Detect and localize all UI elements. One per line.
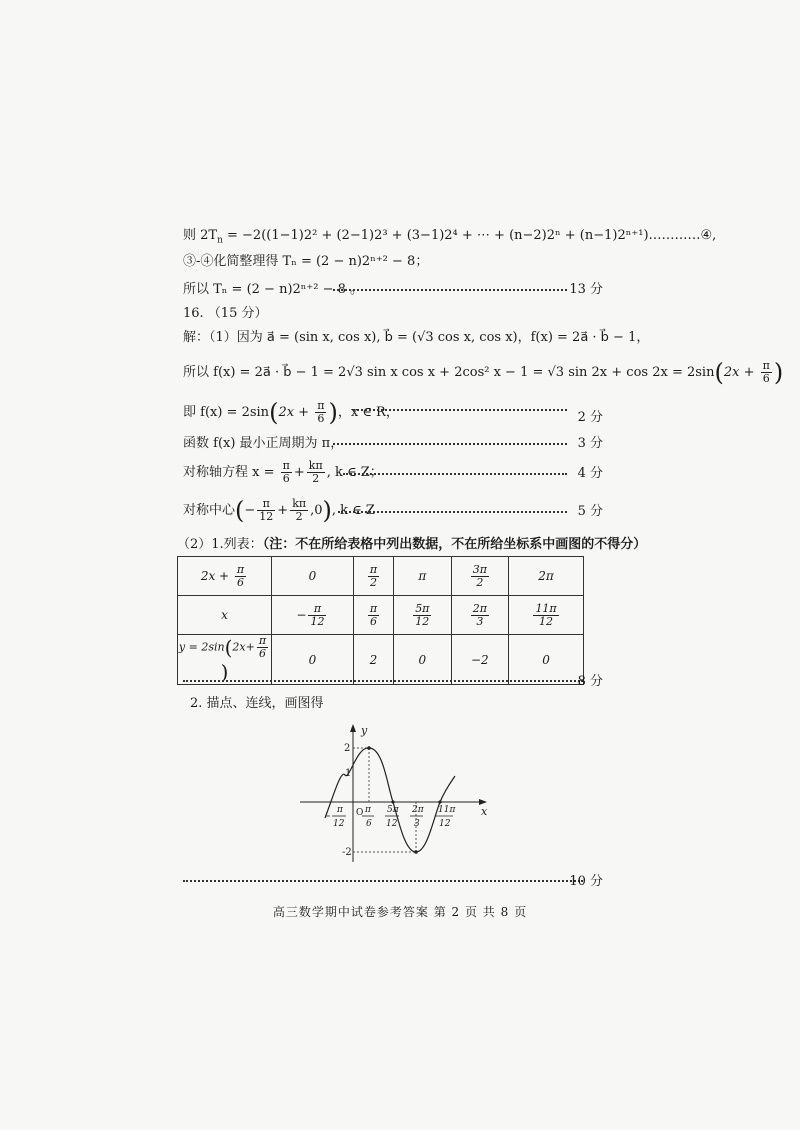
x-tick-labels — [332, 805, 456, 829]
x-tick-den: 12 — [386, 819, 398, 829]
table-cell: 0 — [394, 635, 452, 685]
table-cell: $\frac{\pi}{2}$ — [353, 557, 393, 596]
table-row — [178, 596, 584, 635]
y-axis-label: y — [361, 724, 368, 737]
leader-dots — [183, 880, 583, 882]
sine-curve — [325, 748, 455, 852]
table-row — [178, 557, 584, 596]
score-label: 2 分 — [577, 410, 603, 425]
x-tick-num: π — [337, 805, 343, 815]
solution-line-5: 对称轴方程 x = $\frac{\pi}{6}$ + $\frac{k\pi}{2}$ , k ∈ Z； 4 分 — [183, 459, 603, 485]
solution-line-1: 解：（1）因为 a⃗ = (sin x, cos x), b⃗ = (√3 cos x, cos x)，f(x) = 2a⃗ · b⃗ − 1， — [183, 330, 650, 345]
score-label: 10 分 — [569, 874, 603, 889]
fraction: $\frac{\pi}{6}$ — [282, 459, 290, 485]
table-cell: $\frac{3\pi}{2}$ — [451, 557, 509, 596]
x-tick-num: 2π — [412, 805, 424, 815]
table-cell: 2 — [353, 635, 393, 685]
score-label: 8 分 — [577, 674, 603, 689]
plot-point — [438, 800, 441, 803]
leader-dots — [343, 473, 567, 475]
origin-label: O — [356, 808, 364, 818]
table-row — [178, 635, 584, 685]
x-tick-den: 12 — [439, 819, 451, 829]
x-tick-num: π — [365, 805, 371, 815]
leader-dots — [183, 680, 583, 682]
table-cell: π — [394, 557, 452, 596]
table-cell: 2π — [509, 557, 584, 596]
score-label: 5 分 — [577, 504, 603, 519]
x-axis-label: x — [481, 805, 488, 818]
x-tick-num: 11π — [438, 805, 456, 815]
table-row-head: x — [178, 596, 272, 635]
y-tick-label: 2 — [344, 743, 351, 754]
table-cell: −2 — [451, 635, 509, 685]
table-cell: $\frac{11\pi}{12}$ — [509, 596, 584, 635]
plot-point — [367, 746, 371, 750]
y-axis-arrow — [350, 724, 356, 732]
leader-dots — [338, 511, 567, 513]
problem-heading: 16. （15 分） — [183, 306, 268, 321]
graph-instruction: 2. 描点、连线，画图得 — [190, 696, 324, 711]
table-row-head: y = 2sin(2x+ $\frac{\pi}{6}$ ) — [178, 635, 272, 685]
table-cell: $\frac{2\pi}{3}$ — [451, 596, 509, 635]
table-cell: $\frac{\pi}{6}$ — [353, 596, 393, 635]
plot-point — [414, 850, 418, 854]
value-table — [177, 556, 584, 685]
sine-graph — [295, 712, 495, 867]
x-tick-den: 3 — [414, 819, 420, 829]
plot-point — [391, 800, 394, 803]
solution-line-6: 对称中心(− $\frac{\pi}{12}$ + $\frac{k\pi}{2}$ ,0), k ∈ Z 5 分 — [183, 496, 603, 525]
table-cell: − $\frac{\pi}{12}$ — [272, 596, 354, 635]
fraction: $\frac{k\pi}{2}$ — [308, 459, 323, 485]
solution-line-4: 函数 f(x) 最小正周期为 π， 3 分 — [183, 434, 603, 454]
leader-dots — [333, 289, 567, 291]
solution-line-2: 所以 f(x) = 2a⃗ · b⃗ − 1 = 2√3 sin x cos x + 2cos² x − 1 = √3 sin 2x + cos 2x = 2sin(2x + $\frac{\pi}{6}$ ) — [183, 358, 784, 387]
x-tick-den: 6 — [366, 819, 372, 829]
score-label: 13 分 — [569, 282, 603, 297]
equation-line-1: 则 $2T_n = -2((1-1)2^2 + (2-1)2^3 + (3-1)2^4$ + ⋯ + (n−2)2ⁿ + (n−1)2ⁿ⁺¹)…………④, — [183, 228, 717, 246]
table-cell: 0 — [272, 557, 354, 596]
y-tick-label: -2 — [342, 847, 352, 858]
table-row-head: 2x + $\frac{\pi}{6}$ — [178, 557, 272, 596]
table-instruction: （2）1.列表：（注：不在所给表格中列出数据，不在所给坐标系中画图的不得分） — [177, 537, 647, 552]
fraction: $\frac{\pi}{6}$ — [317, 399, 325, 425]
score-label: 4 分 — [577, 466, 603, 481]
fraction: $\frac{\pi}{12}$ — [259, 497, 274, 523]
solution-line-3: 即 f(x) = 2sin(2x + $\frac{\pi}{6}$ )，x ∈ R， 2 分 — [183, 398, 603, 427]
table-cell: $\frac{5\pi}{12}$ — [394, 596, 452, 635]
table-cell: 0 — [509, 635, 584, 685]
equation-line-2: ③-④化简整理得 Tₙ = (2 − n)2ⁿ⁺² − 8； — [183, 254, 429, 269]
score-label: 3 分 — [577, 436, 603, 451]
y-tick-label: 1 — [345, 768, 352, 779]
leader-dots — [353, 409, 567, 411]
table-cell: 0 — [272, 635, 354, 685]
fraction: $\frac{k\pi}{2}$ — [292, 497, 307, 523]
fraction: $\frac{\pi}{6}$ — [762, 359, 770, 385]
leader-dots — [333, 443, 567, 445]
equation-line-3: 所以 Tₙ = (2 − n)2ⁿ⁺² − 8 。 13 分 — [183, 280, 603, 300]
x-tick-num: 5π — [387, 805, 399, 815]
x-tick-den: 12 — [333, 819, 345, 829]
page-footer: 高三数学期中试卷参考答案 第 2 页 共 8 页 — [272, 905, 528, 919]
